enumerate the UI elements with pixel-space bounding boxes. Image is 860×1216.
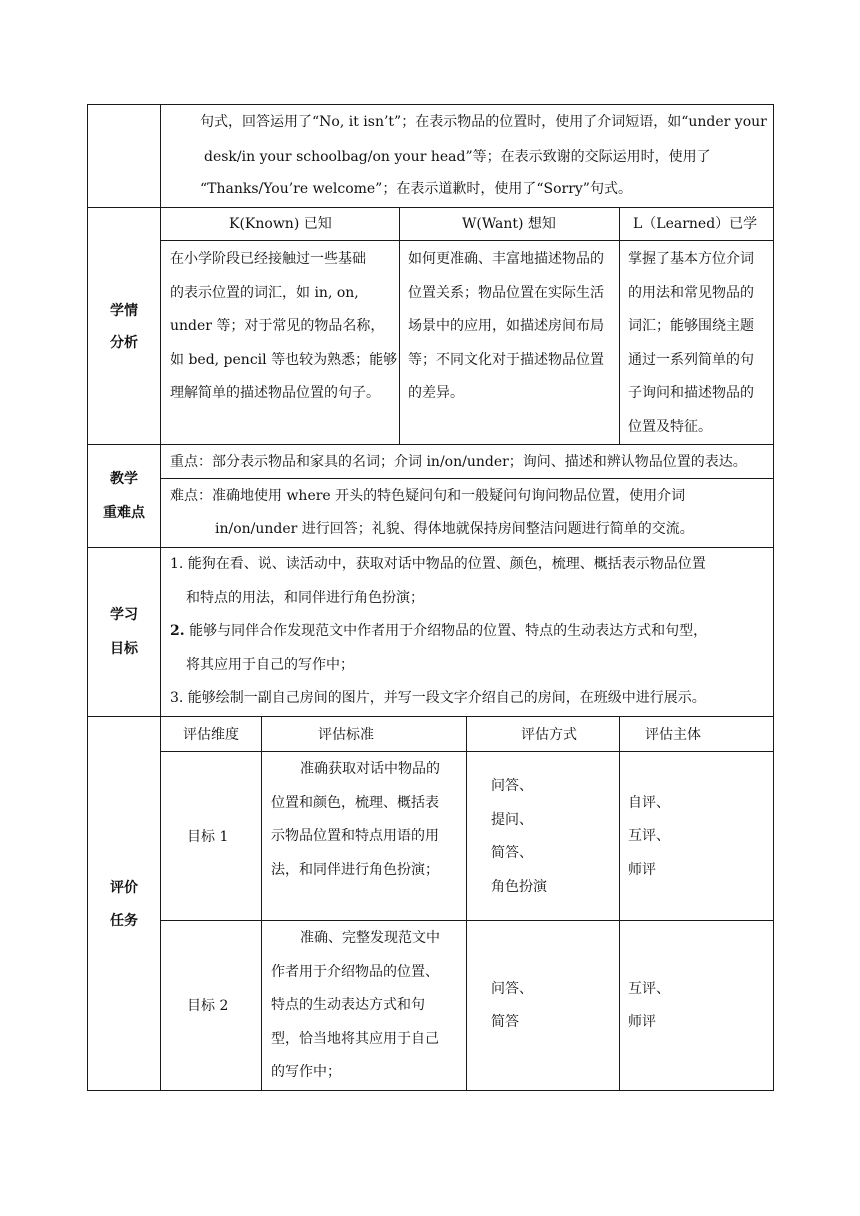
learned-text: 子询问和描述物品的 [628, 385, 754, 401]
known-text: 在小学阶段已经接触过一些基础 [170, 251, 366, 267]
known-text: under 等；对于常见的物品名称， [170, 318, 385, 334]
want-header: W(Want) 想知 [462, 216, 556, 232]
objectives-label: 学习 [110, 607, 138, 623]
table-bottom-border [87, 1090, 774, 1091]
objective-number: 2. [170, 623, 185, 639]
intro-line: 句式，回答运用了“No, it isn’t”；在表示物品的位置时，使用了介词短语，如“under your [200, 114, 767, 130]
want-text: 场景中的应用，如描述房间布局 [408, 318, 604, 334]
eval-subject: 互评、 [628, 981, 670, 997]
want-text: 如何更准确、丰富地描述物品的 [408, 251, 604, 267]
objective-item: 和特点的用法，和同伴进行角色扮演； [186, 590, 424, 606]
want-text: 位置关系；物品位置在实际生活 [408, 285, 604, 301]
eval-criteria: 准确获取对话中物品的 [300, 761, 440, 777]
learned-text: 的用法和常见物品的 [628, 285, 754, 301]
eval-criteria: 法，和同伴进行角色扮演； [271, 862, 439, 878]
key-points-label: 重难点 [103, 505, 145, 521]
eval-criteria: 作者用于介绍物品的位置、 [271, 964, 439, 980]
row-divider [87, 444, 774, 445]
eval-criteria: 示物品位置和特点用语的用 [271, 828, 439, 844]
table-top-border [87, 104, 774, 105]
eval-row-divider [160, 920, 774, 921]
learned-text: 词汇；能够围绕主题 [628, 318, 754, 334]
known-header: K(Known) 已知 [229, 216, 332, 232]
eval-col-divider [619, 716, 620, 1091]
eval-header-criteria: 评估标准 [318, 727, 374, 743]
eval-method: 简答 [491, 1014, 519, 1030]
learned-text: 位置及特征。 [628, 419, 712, 435]
learned-text: 通过一系列简单的句 [628, 352, 754, 368]
eval-header-subject: 评估主体 [645, 727, 701, 743]
kwl-header-divider [160, 240, 774, 241]
eval-method: 问答、 [491, 778, 533, 794]
eval-method: 提问、 [491, 812, 533, 828]
objectives-label: 目标 [110, 641, 138, 657]
row-divider [87, 716, 774, 717]
table-left-border [87, 104, 88, 1091]
kwl-divider [619, 207, 620, 445]
eval-criteria: 准确、完整发现范文中 [300, 930, 440, 946]
eval-dimension: 目标 2 [187, 998, 229, 1014]
evaluation-label: 任务 [110, 913, 138, 929]
objective-item: 将其应用于自己的写作中； [186, 657, 354, 673]
eval-col-divider [261, 716, 262, 1091]
eval-header-method: 评估方式 [521, 727, 577, 743]
table-right-border [773, 104, 774, 1091]
objective-item: 3. 能够绘制一副自己房间的图片，并写一段文字介绍自己的房间，在班级中进行展示。 [170, 690, 706, 706]
difficulty-text: in/on/under 进行回答；礼貌、得体地就保持房间整洁问题进行简单的交流。 [215, 521, 694, 537]
eval-subject: 师评 [628, 862, 656, 878]
eval-header-divider [160, 751, 774, 752]
focus-divider [160, 478, 774, 479]
want-text: 的差异。 [408, 385, 464, 401]
objective-item [170, 623, 707, 639]
eval-method: 角色扮演 [491, 879, 547, 895]
want-text: 等；不同文化对于描述物品位置 [408, 352, 604, 368]
label-column-divider [160, 104, 161, 1091]
eval-col-divider [466, 716, 467, 1091]
focus-text: 重点：部分表示物品和家具的名词；介词 in/on/under；询问、描述和辨认物品位置的表达。 [170, 454, 747, 470]
eval-subject: 自评、 [628, 795, 670, 811]
eval-criteria: 特点的生动表达方式和句 [271, 997, 425, 1013]
row-divider [87, 207, 774, 208]
eval-subject: 师评 [628, 1014, 656, 1030]
known-text: 的表示位置的词汇，如 in, on, [170, 285, 359, 301]
eval-subject: 互评、 [628, 828, 670, 844]
analysis-label: 分析 [110, 335, 138, 351]
intro-line: “Thanks/You’re welcome”；在表示道歉时，使用了“Sorry”句式。 [200, 181, 632, 197]
evaluation-label: 评价 [110, 880, 138, 896]
eval-header-dimension: 评估维度 [183, 727, 239, 743]
intro-line: desk/in your schoolbag/on your head”等；在表示致谢的交际运用时，使用了 [204, 149, 711, 165]
eval-criteria: 的写作中； [271, 1064, 341, 1080]
analysis-label: 学情 [110, 303, 138, 319]
key-points-label: 教学 [110, 471, 138, 487]
known-text: 如 bed, pencil 等也较为熟悉；能够 [170, 352, 398, 368]
eval-method: 问答、 [491, 981, 533, 997]
objective-text: 能够与同伴合作发现范文中作者用于介绍物品的位置、特点的生动表达方式和句型， [184, 623, 708, 639]
objective-item: 1. 能狗在看、说、读活动中，获取对话中物品的位置、颜色，梳理、概括表示物品位置 [170, 556, 706, 572]
row-divider [87, 547, 774, 548]
learned-header: L（Learned）已学 [633, 216, 758, 232]
eval-dimension: 目标 1 [187, 829, 229, 845]
eval-criteria: 型，恰当地将其应用于自己 [271, 1031, 439, 1047]
known-text: 理解简单的描述物品位置的句子。 [170, 385, 380, 401]
learned-text: 掌握了基本方位介词 [628, 251, 754, 267]
eval-method: 简答、 [491, 845, 533, 861]
kwl-divider [399, 207, 400, 445]
difficulty-text: 难点：准确地使用 where 开头的特色疑问句和一般疑问句询问物品位置，使用介词 [170, 488, 686, 504]
eval-criteria: 位置和颜色，梳理、概括表 [271, 795, 439, 811]
